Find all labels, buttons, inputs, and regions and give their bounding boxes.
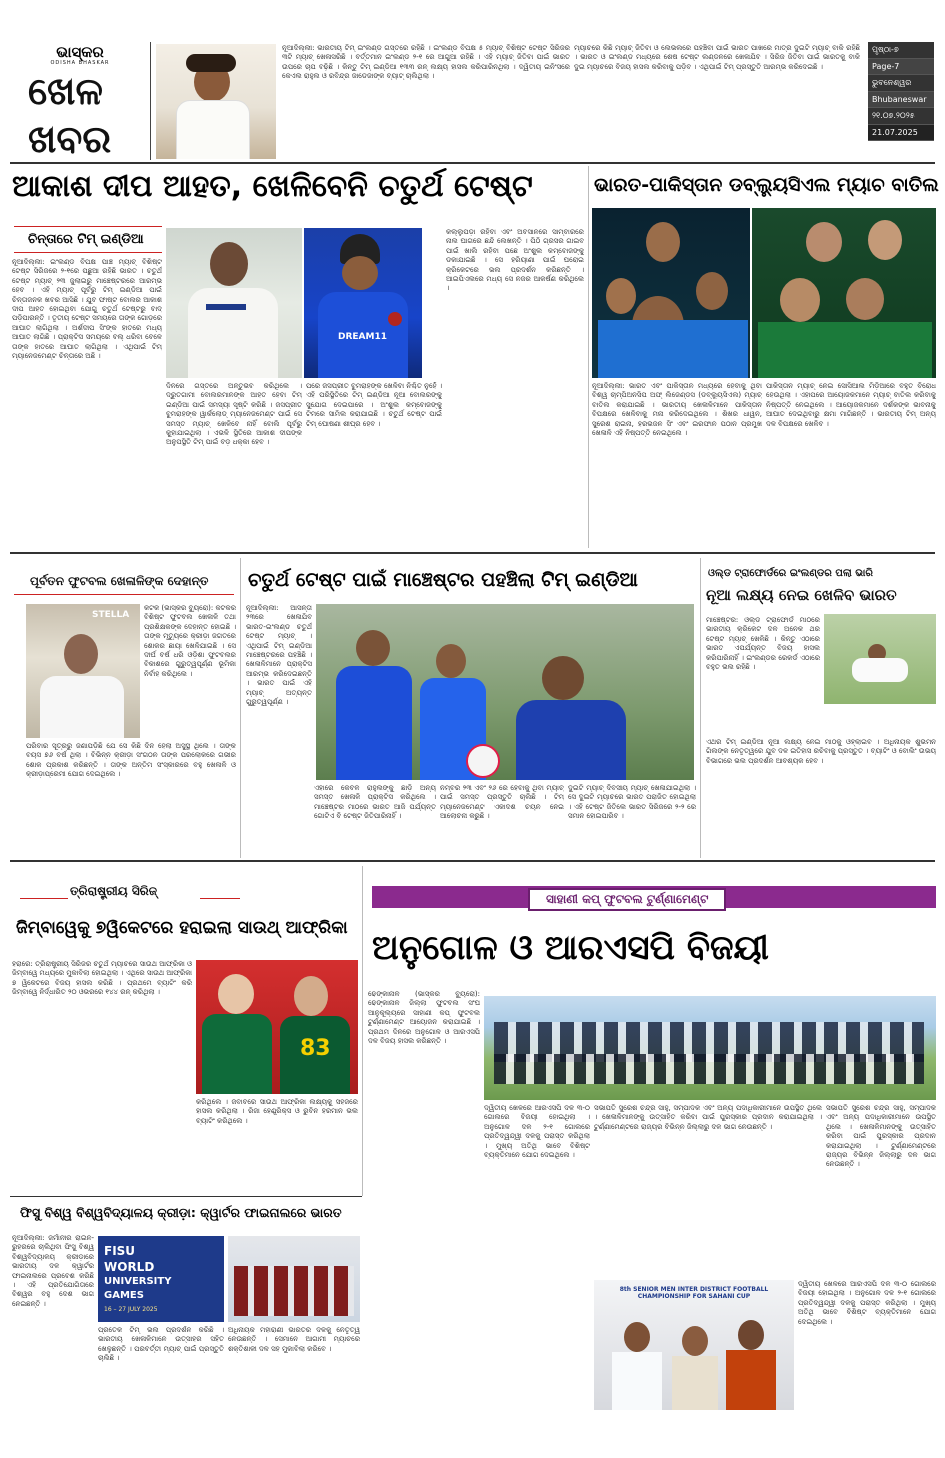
- section-title-line2: ଖବର: [28, 117, 112, 161]
- page-info-box: [868, 42, 934, 141]
- city-odia: ଭୁବନେଶ୍ୱର: [868, 75, 934, 92]
- masthead: [10, 40, 150, 162]
- fisu-logo-line1: FISU: [104, 1244, 136, 1258]
- story2-photo-india-legends: [592, 208, 750, 378]
- story7-col4: ସଭାପତି ସୁରେଶ ଚନ୍ଦ୍ର ସାହୁ, ସମ୍ପାଦକ ଏବଂ ଅନ୍ୟ ପଦାଧିକାରୀମାନେ ଉପସ୍ଥିତ ଥିଲେ । ଖେଳାଳିମାନଙ୍କୁ ଉତ୍ସାହିତ କରିବା ପାଇଁ ପୁରସ୍କାର ପ୍ରଦାନ କରାଯାଇଥିଲା । ଟୁର୍ଣ୍ଣାମେଣ୍ଟରେ ରାଜ୍ୟର ବିଭିନ୍ନ ଜିଲ୍ଲାରୁ ଦଳ ଭାଗ ନେଉଛନ୍ତି ।: [826, 1104, 936, 1169]
- story7-headline: ଅନୁଗୋଳ ଓ ଆରଏସପି ବିଜୟୀ: [372, 928, 769, 968]
- story5-kicker1: ଓଲ୍ଡ ଟ୍ରାଫୋର୍ଡରେ ଇଂଲଣ୍ଡର ପଲା ଭାରି: [708, 568, 873, 579]
- story1-headline: ଆକାଶ ଦୀପ ଆହତ, ଖେଳିବେନି ଚତୁର୍ଥ ଟେଷ୍ଟ: [12, 169, 533, 204]
- story6-kicker: ତ୍ରିରାଷ୍ଟ୍ରୀୟ ସିରିଜ୍: [70, 884, 158, 898]
- story4-col1: ନୂଆଦିଲ୍ଲୀ: ଆସନ୍ତା ୨୩ରେ ଖେଳାଯିବ ଭାରତ-ଇଂଲଣ୍ଡ ଚତୁର୍ଥ ଟେଷ୍ଟ ମ୍ୟାଚ୍ । ଏଥିପାଇଁ ଟିମ୍ ଇଣ୍ଡିଆ ମାଞ୍ଚେଷ୍ଟରରେ ପହଞ୍ଚିଛି । ଖେଳାଳିମାନେ ପ୍ରାକ୍ଟିସ ଆରମ୍ଭ କରିଦେଇଛନ୍ତି । ଭାରତ ପାଇଁ ଏହି ମ୍ୟାଚ୍ ଅତ୍ୟନ୍ତ ଗୁରୁତ୍ୱପୂର୍ଣ୍ଣ ।: [246, 604, 312, 707]
- photo-sign-text: STELLA: [92, 610, 130, 620]
- award-banner-text: 8th SENIOR MEN INTER DISTRICT FOOTBALL CHAMPIONSHIP FOR SAHANI CUP: [619, 1286, 769, 1300]
- story3-col2: ପରିବାର ସୂତ୍ରରୁ ଜଣାପଡ଼ିଛି ଯେ ସେ କିଛି ଦିନ ହେଲା ଅସୁସ୍ଥ ଥିଲେ । ତାଙ୍କ ବୟସ ୭୬ ବର୍ଷ ଥିଲା । ବିଭିନ୍ନ କ୍ରୀଡ଼ା ସଂଗଠନ ତାଙ୍କ ପରଲୋକରେ ଗଭୀର ଶୋକ ପ୍ରକାଶ କରିଛନ୍ତି । ତାଙ୍କ ଅନ୍ତିମ ସଂସ୍କାରରେ ବହୁ ଖେଳାଳି ଓ କ୍ରୀଡ଼ାପ୍ରେମୀ ଯୋଗ ଦେଇଥିଲେ ।: [26, 742, 236, 779]
- brand-subtitle: ODISHA BHASKAR: [50, 60, 110, 66]
- story4-headline: ଚତୁର୍ଥ ଟେଷ୍ଟ ପାଇଁ ମାଞ୍ଚେଷ୍ଟର ପହଞ୍ଚିଲା ଟିମ୍ ଇଣ୍ଡିଆ: [248, 569, 638, 591]
- story8-headline: ଫିସୁ ବିଶ୍ୱ ବିଶ୍ୱବିଦ୍ୟାଳୟ କ୍ରୀଡ଼ା: କ୍ୱାର୍ଟର ଫାଇନାଲରେ ଭାରତ: [20, 1205, 342, 1220]
- section-title-line1: ଖେଳ: [28, 69, 103, 113]
- story2-col2: ପାକିସ୍ତାନ ମ୍ୟାଚ୍ ନେଇ ସୋସିଆଲ ମିଡ଼ିଆରେ ବହୁତ ବିରୋଧ ହେଉଥିଲା । ଏହାପରେ ଆୟୋଜକମାନେ ମ୍ୟାଚ୍ ବାତିଲ କରିବାକୁ ନିଷ୍ପତ୍ତି ନେଇଥିଲେ । ଆୟୋଜକମାନେ ଦର୍ଶକଙ୍କ ଭାବନାକୁ ଆଘାତ ଦେଇଥିବାରୁ କ୍ଷମା ମାଗିଛନ୍ତି । ଭାରତୀୟ ଟିମ୍ ଅନ୍ୟ ଦଳ ବିପକ୍ଷରେ ଖେଳିବ ।: [766, 382, 936, 428]
- story3-kicker: ପୂର୍ବତନ ଫୁଟବଲ ଖେଳାଳିଙ୍କ ଦେହାନ୍ତ: [30, 574, 209, 588]
- story3-col1: କଟକ (ଭାସ୍କର ବ୍ୟୁରୋ): କଟକର ବିଶିଷ୍ଟ ଫୁଟବଲ ଖେଳାଳି ତଥା ପ୍ରଶିକ୍ଷକଙ୍କ ଦେହାନ୍ତ ହୋଇଛି । ତାଙ୍କ ମୃତ୍ୟୁରେ କ୍ରୀଡ଼ା ଜଗତରେ ଶୋକର ଛାୟା ଖେଳିଯାଇଛି । ସେ ଦୀର୍ଘ ବର୍ଷ ଧରି ଓଡ଼ିଶା ଫୁଟବଲର ବିକାଶରେ ଗୁରୁତ୍ୱପୂର୍ଣ୍ଣ ଭୂମିକା ନିର୍ବାହ କରିଥିଲେ ।: [144, 604, 236, 678]
- story4-col2: ଏହାରେ କେବଳ ରାହୁଲଙ୍କୁ ଛାଡ଼ି ଅନ୍ୟ ସମସ୍ତ ଖେଳାଳି ପ୍ରାକ୍ଟିସ କରିଥିଲେ । ମାଞ୍ଚେଷ୍ଟର ମାଠରେ ଭାରତ ଆଜି ପର୍ଯ୍ୟନ୍ତ ଗୋଟିଏ ବି ଟେଷ୍ଟ ଜିତିପାରିନାହିଁ ।: [314, 784, 436, 821]
- story6-photo-south-africa: 83: [196, 960, 358, 1094]
- story7-kicker: ସାହାଣୀ କପ୍ ଫୁଟବଲ ଟୁର୍ଣ୍ଣାମେଣ୍ଟ: [528, 888, 726, 911]
- story8-photo-team: [228, 1236, 360, 1322]
- city-en: Bhubaneswar: [868, 92, 934, 108]
- story4-photo-team-practice: [316, 604, 694, 780]
- story7-photo-team: [484, 996, 936, 1100]
- story6-col2: କରିଥିଲେ । ଜବାବରେ ସାଉଥ ଆଫ୍ରିକା ଲକ୍ଷ୍ୟକୁ ସହଜରେ ହାସଲ କରିଥିଲା । ରିଜା ହେଣ୍ଡ୍ରିକ୍ସ ଓ ରୁବିନ ହରମାନ ଭଲ ବ୍ୟାଟିଂ କରିଥିଲେ ।: [196, 1098, 358, 1125]
- story1-col4: କଲ୍ଲୁପଡ଼ା ରହିବା ଏବଂ ଅବସାନରେ ସାମ୍ବାରରେ ନାଲ ଘାଗରେ ଛନ୍ଦି ଲେଖନ୍ତି । ପିଠି ଗ୍ରସର ଗାଇବ ପାଇଁ ଖାଲି ରହିବା ପଛେ ଅଂଶୁଲ କମ୍ବୋଜଙ୍କୁ ଡକାଯାଇଛି । ସେ ହରିୟାଣା ପାଇଁ ଘରୋଇ କ୍ରିକେଟରେ ଭଲ ପ୍ରଦର୍ଶନ କରିଛନ୍ତି । ଆଇପିଏଲରେ ମଧ୍ୟ ସେ ନଜର ଆକର୍ଷଣ କରିଥିଲେ ।: [446, 228, 584, 293]
- top-player-photo: [156, 44, 276, 159]
- story1-photo-akash: [166, 228, 302, 378]
- story4-col4: ଦୁଇଟି ମ୍ୟାଚ୍ ଦିବସୀୟ ମ୍ୟାଚ୍ ଖେଳାଯାଇଥିଲା । ସେ ଦୁଇଟି ମ୍ୟାଚରେ ଭାରତ ପରାଜିତ ହୋଇଥିଲା । ଏହି ଟେଷ୍ଟ ଜିତିଲେ ଭାରତ ସିରିଜରେ ୨-୨ ରେ ସମାନ ହୋଇପାରିବ ।: [568, 784, 696, 821]
- story6-headline: ଜିମ୍ବାୱେକୁ ୭ୱିକେଟରେ ହରାଇଲା ସାଉଥ୍ ଆଫ୍ରିକା: [16, 918, 348, 938]
- story4-col3: ନମ୍ବର ୨୩ ଏବଂ ୨୬ ରେ ହେବାକୁ ଥିବା ମ୍ୟାଚ୍ ପାଇଁ ସମସ୍ତ ପ୍ରସ୍ତୁତି ଚାଲିଛି । ଟିମ୍ ମ୍ୟାନେଜମେଣ୍ଟ ଏକାଦଶ ଚୟନ ନେଇ ଆଲୋଚନା କରୁଛି ।: [440, 784, 564, 821]
- story1-col1: ନୂଆଦିଲ୍ଲୀ: ଇଂଲଣ୍ଡ ବିପକ୍ଷ ପାଞ୍ଚ ମ୍ୟାଚ୍ ବିଶିଷ୍ଟ ଟେଷ୍ଟ ସିରିଜରେ ୨-୧ରେ ପଛୁଆ ରହିଛି ଭାରତ । ଚତୁର୍ଥ ଟେଷ୍ଟ ମ୍ୟାଚ୍ ୨୩ ଜୁଲାଇରୁ ମାଞ୍ଚେଷ୍ଟରରେ ଆରମ୍ଭ ହେବ । ଏହି ମ୍ୟାଚ୍ ପୂର୍ବରୁ ଟିମ୍ ଇଣ୍ଡିଆ ପାଇଁ ଚିନ୍ତାଜନକ ଖବର ଆସିଛି । ଯୁବ ଫାଷ୍ଟ ବୋଲର ଆକାଶ ଦୀପ ଆହତ ହୋଇଥିବା ଯୋଗୁ ଚତୁର୍ଥ ଟେଷ୍ଟରୁ ବାଦ୍ ପଡ଼ିପାରନ୍ତି । ତୃତୀୟ ଟେଷ୍ଟ ସମୟରେ ତାଙ୍କ ଗୋଡ଼ରେ ଆଘାତ ଲାଗିଥିଲା । ଅର୍ଶଦୀପ ସିଂଙ୍କ ହାତରେ ମଧ୍ୟ ଆଘାତ ଲାଗିଛି । ପ୍ରାକ୍ଟିସ ସମୟରେ ବଲ୍ ଧରିବା ବେଳେ ତାଙ୍କ ହାତରେ ଆଘାତ ଲାଗିଥିଲା । ଏଥିପାଇଁ ଟିମ୍ ମ୍ୟାନେଜମେଣ୍ଟ ଚିନ୍ତାରେ ଅଛି ।: [12, 258, 162, 361]
- story1-photo-arshdeep: DREAM11: [304, 228, 422, 378]
- page-number-en: Page-7: [868, 59, 934, 75]
- fisu-logo-line3: UNIVERSITY: [104, 1276, 172, 1287]
- top-story-text-a: ନୂଆଦିଲ୍ଲୀ: ଭାରତୀୟ ଟିମ୍ ଇଂଲଣ୍ଡ ଗସ୍ତରେ ରହିଛି । ଇଂଲଣ୍ଡ ବିପକ୍ଷ ୫ ମ୍ୟାଚ୍ ବିଶିଷ୍ଟ ଟେଷ୍ଟ ସିରିଜର ୩ଟି ମ୍ୟାଚ୍ ଖେଳାସରିଛି । ବର୍ତ୍ତମାନ ଇଂଲଣ୍ଡ ୨-୧ ରେ ଆଗୁଆ ରହିଛି । ଏହି ମ୍ୟାଚ୍ ଜିତିବା ପାଇଁ ଭାରତ ଉପରେ ଚାପ ବଢ଼ିଛି । କିନ୍ତୁ ଟିମ୍ ଇଣ୍ଡିଆ ୧୩୩ ରନ୍ ଲକ୍ଷ୍ୟ ହାସଲ କରିପାରିନଥିଲା । ଦ୍ୱିତୀୟ ଇନିଂସରେ କେଏଲ ରାହୁଲ ଓ ରବିନ୍ଦ୍ର ଜାଡେଜାଙ୍କ ବ୍ୟାଟ୍ ଚାଲିଥିଲା ।: [282, 44, 570, 81]
- story1-kicker: ଚିନ୍ତାରେ ଟିମ୍ ଇଣ୍ଡିଆ: [28, 232, 144, 247]
- story7-col3: ସଭାପତି ସୁରେଶ ଚନ୍ଦ୍ର ସାହୁ, ସମ୍ପାଦକ ଏବଂ ଅନ୍ୟ ପଦାଧିକାରୀମାନେ ଉପସ୍ଥିତ ଥିଲେ । ଖେଳାଳିମାନଙ୍କୁ ଉତ୍ସାହିତ କରିବା ପାଇଁ ପୁରସ୍କାର ପ୍ରଦାନ କରାଯାଇଥିଲା । ଟୁର୍ଣ୍ଣାମେଣ୍ଟରେ ରାଜ୍ୟର ବିଭିନ୍ନ ଜିଲ୍ଲାରୁ ଦଳ ଭାଗ ନେଉଛନ୍ତି ।: [594, 1104, 822, 1131]
- story2-photo-pakistan-legends: [752, 208, 936, 378]
- fisu-logo-line2: WORLD: [104, 1260, 155, 1274]
- story1-col3: ପରେ ଜସପ୍ରୀତ ବୁମରାହଙ୍କ ଖେଳିବା ନିଶ୍ଚିତ ନୁହେଁ । ଏହି ପରିସ୍ଥିତିରେ ଟିମ୍ ଇଣ୍ଡିଆ ନୂଆ ବୋଲରଙ୍କୁ ସୁଯୋଗ ଦେଇପାରେ । ଅଂଶୁଲ କମ୍ବୋଜଙ୍କୁ ଟିମରେ ସାମିଲ କରାଯାଇଛି । ଚତୁର୍ଥ ଟେଷ୍ଟ ପାଇଁ ଟିମ୍ ଘୋଷଣା ଶୀଘ୍ର ହେବ ।: [306, 382, 442, 428]
- story8-fisu-logo: [98, 1236, 224, 1322]
- brand-logo: [30, 42, 130, 60]
- story7-kicker-band: [372, 886, 936, 908]
- story1-col2: ଦିନରେ ଗସ୍ତରେ ଅନ୍ତୁଭବ କରିଥିଲେ । ଦ୍ରୁତଗାମୀ ବୋଲରମାନଙ୍କ ଆହତ ହେବା ଟିମ୍ ଇଣ୍ଡିଆ ପାଇଁ ସମସ୍ୟା ସୃଷ୍ଟି କରିଛି । ଜସପ୍ରୀତ ବୁମରାହଙ୍କ ୱାର୍କଲୋଡ୍ ମ୍ୟାନେଜମେଣ୍ଟ ପାଇଁ ସେ ସମସ୍ତ ମ୍ୟାଚ୍ ଖେଳିବେ ନାହିଁ ବୋଲି ପୂର୍ବରୁ କୁହାଯାଇଥିଲା । ଏଭଳି ସ୍ଥିତିରେ ଆକାଶ ଦୀପଙ୍କ ଅନୁପସ୍ଥିତି ଟିମ୍ ପାଇଁ ବଡ଼ ଧକ୍କା ହେବ ।: [166, 382, 302, 447]
- story8-col3: ଅଧିନାୟକ ମହାରାଣୀ ଭାରତର ଦଳକୁ ନେତୃତ୍ୱ ନେଉଛନ୍ତି । ସେମାନେ ଆଗାମୀ ମ୍ୟାଚରେ ଶକ୍ତିଶାଳୀ ଦଳ ସହ ମୁକାବିଲା କରିବେ ।: [228, 1326, 360, 1353]
- story5-col1: ମାଞ୍ଚେଷ୍ଟର: ଓଲ୍ଡ ଟ୍ରାଫୋର୍ଡ ମାଠରେ ଭାରତୀୟ କ୍ରିକେଟ ଦଳ ଅନେକ ଥର ଟେଷ୍ଟ ମ୍ୟାଚ୍ ଖେଳିଛି । କିନ୍ତୁ ଏଠାରେ ଭାରତ ଏପର୍ଯ୍ୟନ୍ତ ବିଜୟ ହାସଲ କରିପାରିନାହିଁ । ଇଂଲଣ୍ଡର ରେକର୍ଡ ଏଠାରେ ବହୁତ ଭଲ ରହିଛି ।: [706, 616, 820, 672]
- story7-col1: ଢେଙ୍କାନାଳ (ଭାସ୍କର ବ୍ୟୁରୋ): ଢେଙ୍କାନାଳ ଜିଲ୍ଲା ଫୁଟବଲ ସଂଘ ଆନୁକୂଲ୍ୟରେ ସାହାଣୀ କପ୍ ଫୁଟବଲ ଟୁର୍ଣ୍ଣାମେଣ୍ଟ ଆୟୋଜନ କରାଯାଇଛି । ପ୍ରଥମ ଦିନରେ ଅନୁଗୋଳ ଓ ଆରଏସପି ଦଳ ବିଜୟ ହାସଲ କରିଛନ୍ତି ।: [368, 990, 480, 1046]
- fisu-logo-dates: 16 – 27 JULY 2025: [104, 1306, 158, 1313]
- story6-col1: ହରାରେ: ତ୍ରିରାଷ୍ଟ୍ରୀୟ ସିରିଜର ଚତୁର୍ଥ ମ୍ୟାଚରେ ସାଉଥ ଆଫ୍ରିକା ଓ ଜିମ୍ବାୱେ ମଧ୍ୟରେ ମୁକାବିଲା ହୋଇଥିଲା । ଏଥିରେ ସାଉଥ ଆଫ୍ରିକା ୭ ୱିକେଟରେ ବିଜୟ ହାସଲ କରିଛି । ପ୍ରଥମେ ବ୍ୟାଟିଂ କରି ଜିମ୍ବାୱେ ନିର୍ଦ୍ଧାରିତ ୨୦ ଓଭରରେ ୧୪୪ ରନ୍ କରିଥିଲା ।: [12, 960, 192, 997]
- top-story-text-b: ମ୍ୟାଚରେ କିଛି ମ୍ୟାଚ୍ ଜିତିବା ଓ ଲେଭଲରେ ପହଞ୍ଚିବା ପାଇଁ ଭାରତ ପାଖରେ ମାତ୍ର ଦୁଇଟି ମ୍ୟାଚ୍ ବାକି ରହିଛି । ଭାରତ ଓ ଇଂଲଣ୍ଡ ମଧ୍ୟରେ ଶେଷ ଟେଷ୍ଟ ଲଣ୍ଡନରେ ଖେଳାଯିବ । ସିରିଜ ଜିତିବା ପାଇଁ ଭାରତକୁ ବାକି ଦୁଇ ମ୍ୟାଚରେ ବିଜୟ ହାସଲ କରିବାକୁ ପଡ଼ିବ । ଏଥିପାଇଁ ଟିମ୍ ପ୍ରସ୍ତୁତି ଆରମ୍ଭ କରିଦେଇଛି ।: [574, 44, 860, 71]
- date-odia: ୨୧.୦୭.୨୦୨୫: [868, 108, 934, 125]
- story7-col5: ଦ୍ୱିତୀୟ ଖେଳରେ ଆରଏସପି ଦଳ ୩-୦ ଗୋଲରେ ବିଜୟୀ ହୋଇଥିଲା । ଅନୁଗୋଳ ଦଳ ୨-୧ ଗୋଲରେ ପ୍ରତିଦ୍ୱନ୍ଦ୍ୱୀ ଦଳକୁ ପରାସ୍ତ କରିଥିଲା । ମୁଖ୍ୟ ଅତିଥି ଭାବେ ବିଶିଷ୍ଟ ବ୍ୟକ୍ତିମାନେ ଯୋଗ ଦେଇଥିଲେ ।: [798, 1280, 936, 1326]
- story8-col2: ପ୍ରତେକ ଟିମ୍ ଭଲ ପ୍ରଦର୍ଶନ କରିଛି । ଭାରତୀୟ ଖେଳାଳିମାନେ ଉତ୍ସାହର ସହିତ ଖେଳୁଛନ୍ତି । ପରବର୍ତ୍ତୀ ମ୍ୟାଚ୍ ପାଇଁ ପ୍ରସ୍ତୁତି ଚାଲିଛି ।: [98, 1326, 224, 1363]
- story2-col1: ନୂଆଦିଲ୍ଲୀ: ଭାରତ ଏବଂ ପାକିସ୍ତାନ ମଧ୍ୟରେ ହେବାକୁ ଥିବା ବିଶ୍ୱ ଚାମ୍ପିଅନସିପ ଅଫ୍ ଲିଜେଣ୍ଡସ (ଡବ୍ଲ୍ୟୁସିଏଲ) ମ୍ୟାଚ୍ ବାତିଲ କରାଯାଇଛି । ଭାରତୀୟ ଖେଳାଳିମାନେ ପାକିସ୍ତାନ ବିପକ୍ଷରେ ଖେଳିବାକୁ ମନା କରିଦେଇଥିଲେ । ଶିଖର ଧାୱନ, ସୁରେଶ ରାଇନା, ହରଭଜନ ସିଂ ଏବଂ ଇରଫାନ ପଠାନ ପ୍ରମୁଖ ଖେଳାଳି ଏହି ନିଷ୍ପତ୍ତି ନେଇଥିଲେ ।: [592, 382, 762, 438]
- story3-photo-footballer: [26, 604, 140, 738]
- story5-photo-fielder: [824, 614, 936, 704]
- date-en: 21.07.2025: [868, 125, 934, 141]
- page-number-odia: ପୃଷ୍ଠା-୭: [868, 42, 934, 59]
- story2-headline: ଭାରତ-ପାକିସ୍ତାନ ଡବ୍ଲ୍ୟୁସିଏଲ ମ୍ୟାଚ ବାତିଲ: [594, 174, 939, 196]
- fisu-logo-line4: GAMES: [104, 1290, 144, 1301]
- story5-kicker2: ନୂଆ ଲକ୍ଷ୍ୟ ନେଇ ଖେଳିବ ଭାରତ: [706, 586, 897, 604]
- story7-photo-award: [594, 1280, 794, 1410]
- story8-col1: ନୂଆଦିଲ୍ଲୀ: ଜର୍ମାନୀର ରାଇନ-ରୁହରରେ ଚାଲିଥିବା ଫିସୁ ବିଶ୍ୱ ବିଶ୍ୱବିଦ୍ୟାଳୟ କ୍ରୀଡ଼ାରେ ଭାରତୀୟ ଦଳ କ୍ୱାର୍ଟର ଫାଇନାଲରେ ପ୍ରବେଶ କରିଛି । ଏହି ପ୍ରତିଯୋଗିତାରେ ବିଶ୍ୱର ବହୁ ଦେଶ ଭାଗ ନେଇଛନ୍ତି ।: [12, 1234, 94, 1308]
- brand-name: ଭାସ୍କର: [56, 43, 104, 61]
- story7-col2: ଦ୍ୱିତୀୟ ଖେଳରେ ଆରଏସପି ଦଳ ୩-୦ ଗୋଲରେ ବିଜୟୀ ହୋଇଥିଲା । ଅନୁଗୋଳ ଦଳ ୨-୧ ଗୋଲରେ ପ୍ରତିଦ୍ୱନ୍ଦ୍ୱୀ ଦଳକୁ ପରାସ୍ତ କରିଥିଲା । ମୁଖ୍ୟ ଅତିଥି ଭାବେ ବିଶିଷ୍ଟ ବ୍ୟକ୍ତିମାନେ ଯୋଗ ଦେଇଥିଲେ ।: [484, 1104, 590, 1160]
- story5-col2: ଏଥର ଟିମ୍ ଇଣ୍ଡିଆ ନୂଆ ଲକ୍ଷ୍ୟ ନେଇ ମାଠକୁ ଓହ୍ଲାଇବ । ଅଧିନାୟକ ଶୁଭମନ ଗିଲଙ୍କ ନେତୃତ୍ୱରେ ଯୁବ ଦଳ ଇତିହାସ ରଚିବାକୁ ପ୍ରସ୍ତୁତ । ବ୍ୟାଟିଂ ଓ ବୋଲିଂ ଉଭୟ ବିଭାଗରେ ଭଲ ପ୍ରଦର୍ଶନ ଆବଶ୍ୟକ ହେବ ।: [706, 738, 936, 765]
